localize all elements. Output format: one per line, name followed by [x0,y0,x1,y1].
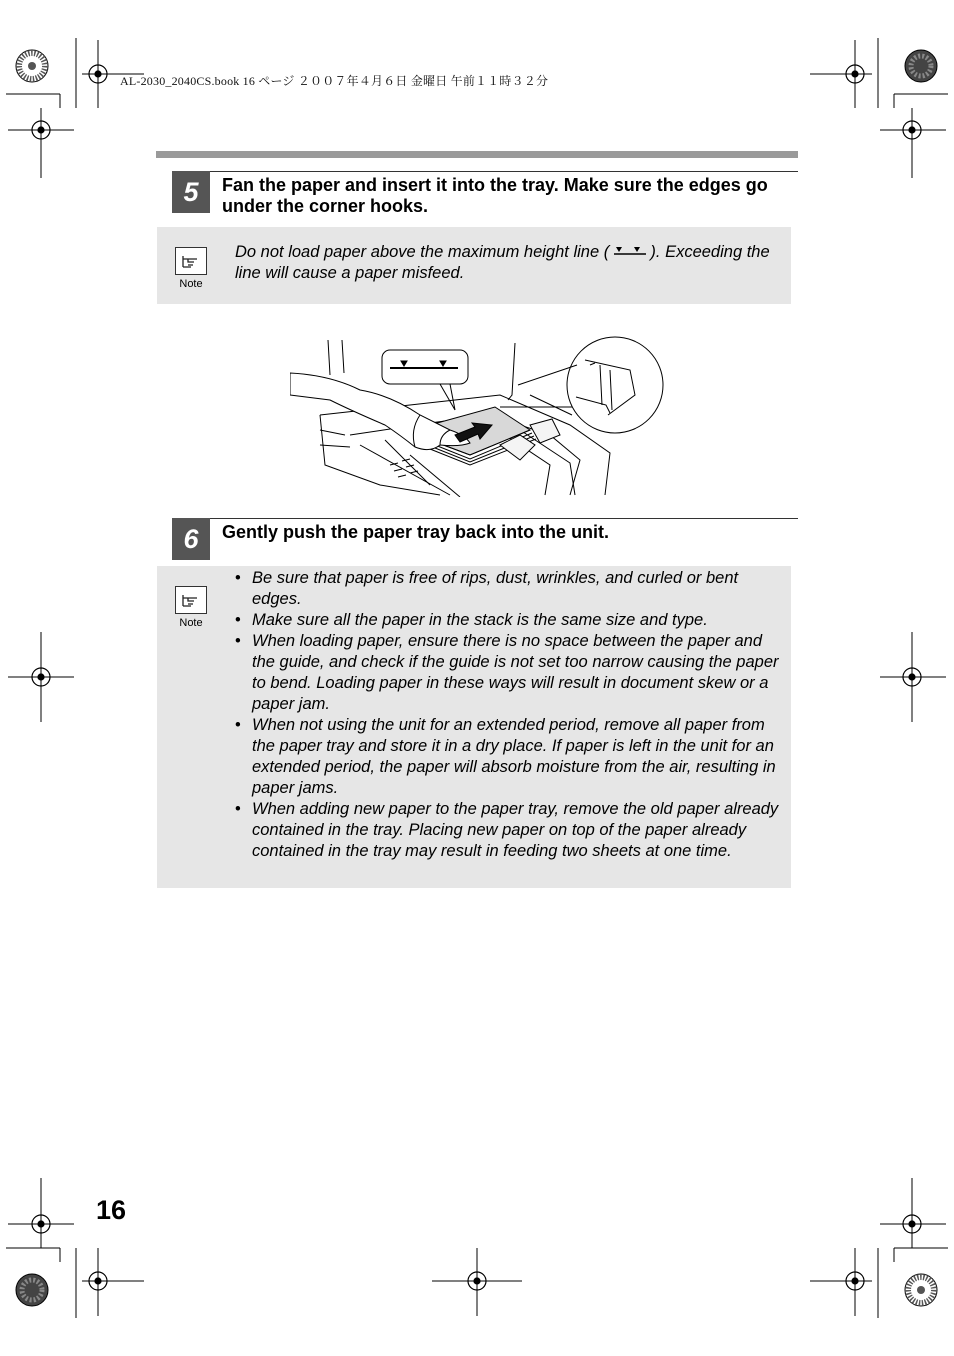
list-item: • When adding new paper to the paper tray, remove the old paper already contained in the tray. Placing new paper on top of the paper already contained in the tray may result in feeding two sheets at one time. [235,799,787,862]
list-item: • Be sure that paper is free of rips, dust, wrinkles, and curled or bent edges. [235,568,787,610]
pointing-hand-icon [175,247,207,275]
step-6-rule [172,518,798,519]
step-6-number: 6 [172,518,210,560]
max-height-line-icon [614,243,646,257]
list-item: • Make sure all the paper in the stack is the same size and type. [235,610,787,631]
note-text-part-2: ). Exceeding the line will cause a paper misfeed. [235,243,770,282]
print-header: AL-2030_2040CS.book 16 ページ ２００７年４月６日 金曜日 午前１１時３２分 [120,74,549,88]
step-5-note-text [235,242,785,284]
step-5-rule [172,171,798,172]
step-5-note [157,227,791,304]
step-6-note [157,566,791,888]
note-label: Note [179,617,203,629]
step-5-number: 5 [172,171,210,213]
step-6-title: Gently push the paper tray back into the unit. [222,522,610,542]
paper-tray-illustration [290,335,665,497]
list-item: • When not using the unit for an extended period, remove all paper from the paper tray and store it in a dry place. If paper is left in the unit for an extended period, the paper will absorb moisture from the air, resulting in paper jams. [235,715,787,799]
step-6-note-list [235,568,787,862]
note-icon-group [171,586,211,629]
note-label: Note [179,278,203,290]
section-bar [156,151,798,158]
page-number: 16 [96,1195,127,1225]
note-text-part-1: Do not load paper above the maximum height line ( [235,243,610,261]
note-icon-group [171,247,211,290]
pointing-hand-icon [175,586,207,614]
list-item: • When loading paper, ensure there is no space between the paper and the guide, and check if the guide is not set too narrow causing the paper to bend. Loading paper in these ways will result in document skew or a paper jam. [235,631,787,715]
step-5-title: Fan the paper and insert it into the tray. Make sure the edges go under the corner hooks. [222,175,768,216]
